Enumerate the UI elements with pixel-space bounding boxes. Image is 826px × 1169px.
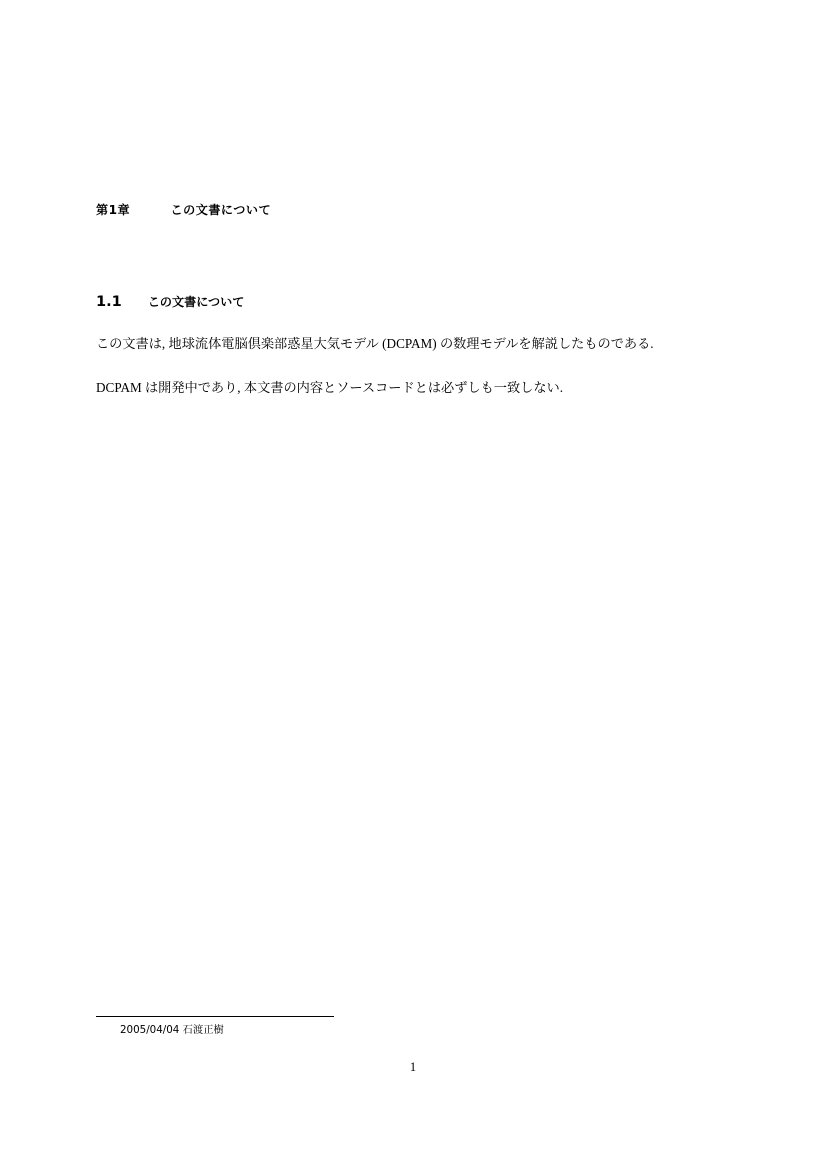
page-number: 1 [409, 1060, 417, 1074]
chapter-title-text: この文書について [170, 203, 272, 217]
page-content [96, 0, 732, 398]
paragraph-2: DCPAM は開発中であり, 本文書の内容とソースコードとは必ずしも一致しない. [96, 379, 564, 395]
section-number: 1.1 [96, 294, 122, 311]
section-title-text: この文書について [147, 295, 245, 310]
footnote-area [96, 1016, 732, 1038]
paragraph-1: この文書は, 地球流体電脳倶楽部惑星大気モデル (DCPAM) の数理モデルを解説したものである. [96, 336, 654, 352]
footnote-content: 2005/04/04 石渡正樹 [120, 1024, 224, 1036]
chapter-heading [96, 0, 732, 221]
section-heading [96, 221, 732, 312]
chapter-number: 第1章 [96, 203, 131, 217]
footnote-text [96, 1023, 732, 1038]
footnote-separator-rule [96, 1016, 334, 1017]
